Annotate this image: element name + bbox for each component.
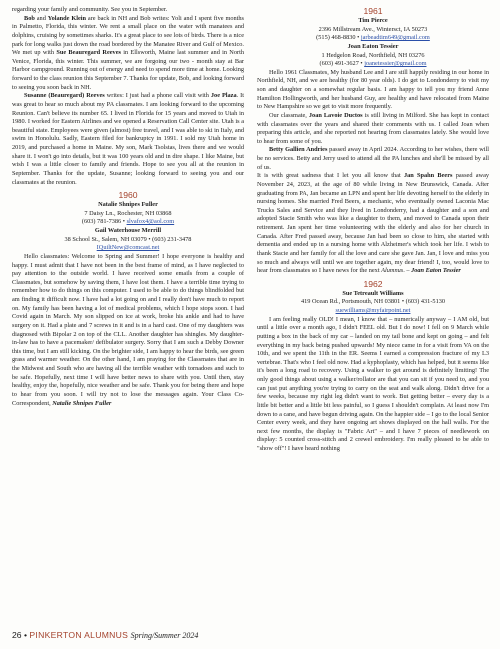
correspondent-contact: [257, 60, 489, 69]
email-link[interactable]: suewilliams@myfairpoint.net: [335, 307, 411, 314]
name-joan-ductos: Joan Lavoie Ductos: [308, 111, 363, 119]
left-paragraph-klein: [12, 15, 244, 93]
email-link[interactable]: IQuiltNew@comcast.net: [96, 244, 160, 252]
left-paragraph-reeves: [12, 92, 244, 187]
left-paragraph-1: regarding your family and community. See you in September.: [12, 6, 168, 13]
text: in Ellsworth, Maine last summer and in North Venice, Florida, this winter. This summer, we are forgoing our two - month stay at Bar Harbor campground. Running out of energy and need to spend more time at home. Looking forward to the class reunion this September 7. Thanks for update, Bob, and looking forward to seeing you soon back in NH.: [12, 49, 244, 91]
magazine-name: PINKERTON ALUMNUS: [29, 630, 129, 640]
signature: Joan Eaton Tessier: [411, 267, 461, 275]
correspondent-contact: [257, 307, 489, 316]
email-link[interactable]: jarbeadtim649@gmail.com: [360, 34, 430, 42]
correspondent-address: 419 Ocean Rd., Portsmouth, NH 03801 • (603) 431-5130: [300, 298, 446, 306]
correspondent-contact: [257, 34, 489, 43]
name-susanne-reeves: Susanne (Beauregard) Reeves: [24, 92, 105, 100]
text: It is with great sadness that I let you all know that: [257, 172, 404, 180]
correspondent-name: Gail Waterhouse Merrill: [94, 227, 162, 234]
name-bob: Bob: [24, 14, 35, 22]
correspondent-name: Joan Eaton Tessier: [347, 42, 399, 50]
year-heading-1960: 1960: [118, 190, 138, 201]
name-yolande-klein: Yolande Klein: [47, 14, 87, 22]
name-jan-beers: Jan Spahn Beers: [403, 172, 453, 180]
right-column: [257, 6, 489, 454]
correspondent-contact: [12, 218, 244, 227]
phone: (515) 468-8830 •: [316, 34, 360, 42]
magazine-title: Alumnus: [381, 267, 404, 275]
text: Our classmate,: [269, 111, 309, 119]
left-column: [12, 6, 244, 408]
text: is still living in Milford. She has kept in contact with classmates over the years and shared their comments with us. I called Joan when preparing this article, and she reported not hearing from classmates lately. She would love to hear from some of you.: [257, 111, 490, 145]
year-heading-1962: 1962: [363, 278, 383, 289]
email-link[interactable]: slvafox4@aol.com: [126, 218, 175, 226]
right-paragraph-1962: I am feeling really OLD! I mean, I know that – numerically anyway – I AM old, but until a little over a month ago, I didn't FEEL old. But I do now! I fell on 9 March while putting a box in the back of my car – landed on my tail bone and kept on going – and felt everything in my back being pushed upwards! My niece came in for a visit from VA on the 10th, and we spent the 11th in the ER. Seems I earned a compression fracture of my L3 vertebrae. That's who I feel old now. Had a kyphoplasty, which has helped, but it seems like it's been a long road to recovery. Using a walker to get around is definitely limiting! The only good things about using a walker/rollator are that you can sit if you need to, and you can just put anything you're trying to carry on the seat and walk along. Didn't drive for a few weeks, because my right leg didn't want to work. But getting better – every day is a little bit better and a little bit less painful, so I guess I shouldn't complain. At least now I'm down to a cane, and have begun driving again. On the happier side – I go to the local Senior Center every week, and they have ongoing art shows displayed on the hall walls. For the next few months, the display is "Fabric Art" – and I have 7 pieces of needlework on display: 5 counted cross-stitch and 2 crewel embroidery. I'm really pleased to be able to "show off"! I have heard nothing: [257, 315, 489, 452]
text: passed away November 24, 2023, at the age of 80 while living in New Brunswick, Canada. After graduating from PA, Jan became an LPN and spent her life devoting herself to the elderly in nursing homes. She married Fred Beers, a mechanic, who eventually owned Laconia Mac Trucks Sales and Service and they lived in Londonderry, had a daughter and a son and adopted Stacie Smith who was like a daughter to them, and moved to Canada upon their retirement. Jan spent her time volunteering with the elderly and also for her church in Canada. After Fred passed away, because Jan had been so close to him, she started with dementia and ended up in a nursing home with Alzheimer's which took her life. I wish to thank Stacie and her family for all the love and care she gave Jan. Jan, I love and miss you so much and always will until we are together again, my dear friend! I, too, would love to hear from classmates so I have news for the next: [257, 172, 490, 275]
text: are back in NH and Bob writes: Yoli and I spent five months in Palmetto, Florida, this winter. We rent a small place on the water with manatees and dolphins, cruising by sometimes sharks. It's a great place to see lots of birds. There is a nice park for long walks just down the road bordered by the Manatee River and Gulf of Mexico. We met up with: [12, 14, 244, 57]
phone: (603) 781-7386 •: [81, 218, 125, 226]
text: . –: [403, 267, 412, 275]
name-joe-plaza: Joe Plaza: [210, 92, 237, 100]
separator: •: [23, 630, 27, 640]
text: Hello classmates: Welcome to Spring and Summer! I hope everyone is healthy and happy. I must admit that I have not been in the best frame of mind, as I have neglected to pay attention to the outside world. I have received some emails from a couple of Classmates, but somehow by saving them, I have lost them. I have a terrible time trying to remember how to do things on this computer. I used to be able to do things blindfolded but am finding it difficult now. I have had a lot going on and I really don't have much to report on. My family has been having a lot of medical problems, which I hope stops soon. I had Covid again in March. My son slipped on ice at work, broke his ankle and had to have surgery on it. Had a plate and 7 screws in it and is in a hard cast. One of my daughters was diagnosed with Bipolar 2 on top of the CLL. Another daughter has shingles. My daughter-in-law has to have a pacemaker/ defibulator surgery. Sorry that I am such a Debby Downer this time, but I am still kicking. On the brighter side, I am happy to hear the birds, see green grass and warmer weather. On the other hand, I am praying for the Classmates that are in the Midwest and South who are having all the terrible weather with tornadoes and such to be safe. Hopefully, next time I will have better news to share with you. Until then, stay healthy, enjoy the, hopefully, nice weather and be safe. Thank you for being there and hope to hear from you soon. I will try not to lose the messages again. Your Class Co-Correspondent,: [12, 252, 244, 407]
correspondent-contact: [12, 244, 244, 253]
correspondent-address: 38 School St., Salem, NH 03079 • (603) 231-3478: [64, 235, 192, 243]
left-paragraph-1960: [12, 253, 244, 408]
right-paragraph-beers: [257, 172, 489, 276]
correspondent-address: 7 Daisy Ln., Rochester, NH 03868: [84, 209, 172, 217]
correspondent-name: Natalie Shnipes Fuller: [98, 201, 158, 209]
correspondent-name: Tim Pierce: [358, 17, 388, 24]
correspondent-name: Sue Tetreault Williams: [342, 289, 404, 297]
text: passed away in April 2024. According to her wishes, there will be no services. Betty and Jerry used to attend all the PA lunches and she'll be missed by all of us.: [257, 146, 489, 171]
signature: Natalie Shnipes Fuller: [52, 399, 112, 407]
text: . It was great to hear so much about my PA classmates. I am looking forward to the upcoming Reunion. Can't believe its number 65. I lived in Florida for 15 years and moved to Utah in 1980. I worked for Eastern Airlines and we opened a Reservation Call Center site. Utah is a beautiful state. Employees were given (almost) free travel, and I was able to ski in Italy, and swim in Honolulu. Sadly, Eastern filed for bankruptcy in 1991. I sold my Utah home in 2019, and purchased a home in Maine. My son, Mark Tsolstas, lives there and we would share it. I won't go into details, but it was 100 years old and in dire shape. I like Maine, but wish I was a little closer to family and friends. Hope to see you all at the reunion in September. Thanks for the update, Susanne; looking forward to seeing you and our classmates at the reunion.: [12, 92, 245, 186]
page-number: 26: [12, 630, 22, 640]
page-footer: [12, 630, 198, 640]
right-paragraph-ductos: [257, 112, 489, 147]
name-betty-andries: Betty Gallien Andries: [269, 146, 328, 154]
email-link[interactable]: joanetessier@gmail.com: [364, 60, 427, 68]
right-paragraph-1: Hello 1961 Classmates, My husband Lee and I are still happily residing in our home in Northfield, NH, and we are healthy (for 80 year olds). I do get to Londonderry to visit my son and daughter on a somewhat regular basis. I am happy to tell you my friend Anne Hamilton Hollingworth, and her husband Guy, are healthy and have relocated from Maine to New Hampshire so we get to visit more frequently.: [257, 68, 489, 111]
phone: (603) 491-3627 •: [319, 60, 363, 68]
right-paragraph-andries: [257, 146, 489, 172]
text: and: [34, 14, 48, 22]
year-heading-1961: 1961: [363, 6, 383, 16]
correspondent-address: 2396 Millstream Ave., Wintersct, IA 50273: [318, 25, 428, 33]
issue-label: Spring/Summer 2024: [130, 631, 199, 640]
text: writes: I just had a phone call visit with: [104, 92, 211, 100]
correspondent-address: 1 Hedgelon Road, Northfield, NH 03276: [321, 51, 425, 59]
name-sue-reeves: Sue Beauregard Reeves: [56, 49, 121, 57]
